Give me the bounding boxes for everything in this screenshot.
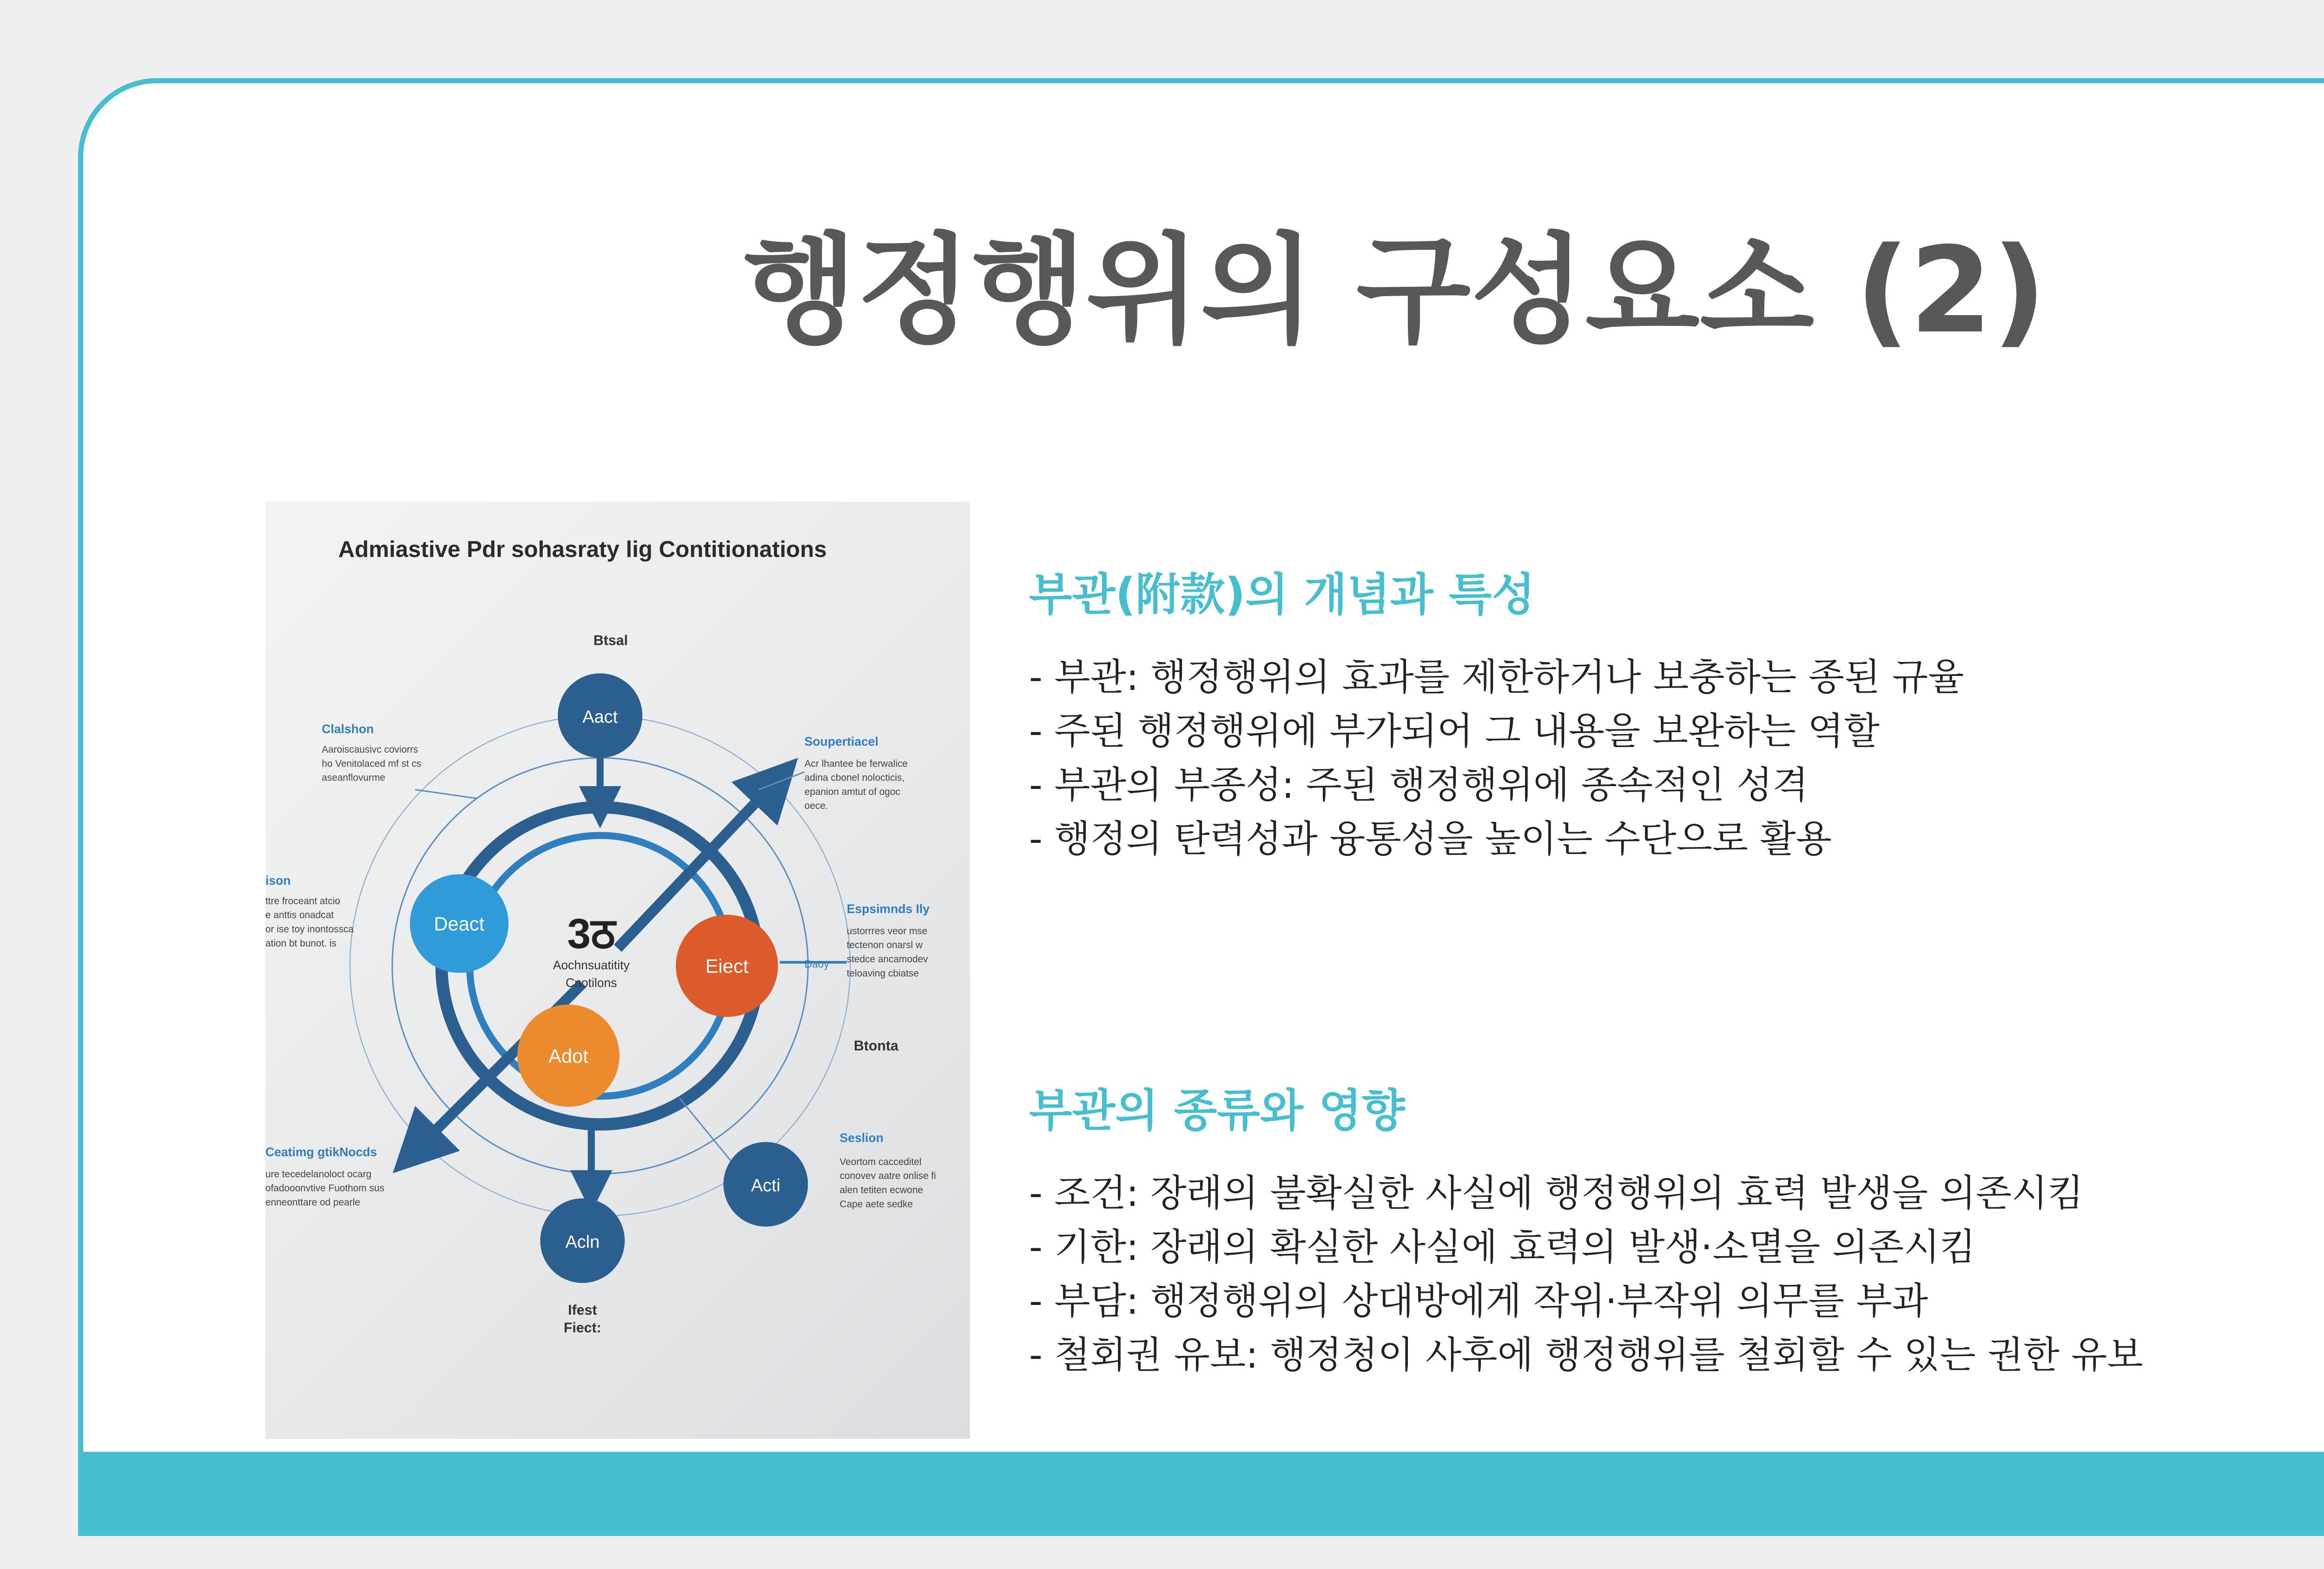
svg-text:alen tetiten ecwone: alen tetiten ecwone — [839, 1185, 924, 1196]
bullet-item: - 조건: 장래의 불확실한 사실에 행정행위의 효력 발생을 의존시킴 — [1029, 1172, 2084, 1215]
illustration-top-label: Btsal — [593, 633, 628, 649]
svg-text:Aact: Aact — [582, 707, 618, 727]
svg-text:stedce ancamodev: stedce ancamodev — [846, 953, 928, 965]
svg-text:Cape aete sedke: Cape aete sedke — [839, 1198, 913, 1210]
callout-lower-right — [840, 1131, 936, 1210]
svg-text:3ठ: 3ठ — [567, 910, 615, 958]
svg-text:aseanflovurme: aseanflovurme — [322, 772, 385, 783]
svg-text:conovev aatre onlise fi: conovev aatre onlise fi — [839, 1171, 936, 1182]
svg-text:Aaroiscausivc coviorrs: Aaroiscausivc coviorrs — [322, 744, 418, 755]
svg-text:Adot: Adot — [548, 1045, 588, 1067]
svg-text:ure tecedelanoloct ocarg: ure tecedelanoloct ocarg — [265, 1169, 372, 1180]
svg-text:tectenon onarsl w: tectenon onarsl w — [846, 940, 923, 951]
svg-text:Veortom cacceditel: Veortom cacceditel — [839, 1156, 922, 1167]
slide-title: 행정행위의 구성요소 (2) — [742, 222, 2047, 360]
bullet-item: - 행정의 탄력성과 융통성을 높이는 수단으로 활용 — [1029, 817, 1832, 861]
svg-text:Ceatimg gtikNocds: Ceatimg gtikNocds — [265, 1145, 377, 1159]
slide-card — [78, 78, 2324, 1536]
svg-text:ttre froceant atcio: ttre froceant atcio — [265, 895, 340, 907]
illustration-title: Admiastive Pdr sohasraty lig Contitionations — [338, 536, 827, 563]
svg-text:Aochnsuatitity: Aochnsuatitity — [553, 958, 630, 973]
svg-text:ison: ison — [265, 874, 291, 888]
svg-text:Espsimnds Ily: Espsimnds Ily — [846, 901, 930, 916]
callout-lower-left — [265, 1145, 384, 1208]
svg-text:teloaving cbiatse: teloaving cbiatse — [846, 968, 919, 979]
bullet-item: - 부관: 행정행위의 효과를 제한하거나 보충하는 종된 규율 — [1029, 655, 1964, 699]
svg-text:ho Venitolaced mf st cs: ho Venitolaced mf st cs — [322, 758, 422, 769]
node-left — [410, 874, 508, 973]
illustration-right-label: Btonta — [853, 1038, 898, 1054]
svg-text:epanion amtut of ogoc: epanion amtut of ogoc — [804, 786, 900, 797]
svg-text:or ise toy inontossca: or ise toy inontossca — [265, 924, 354, 935]
connector-arrows — [415, 755, 847, 1195]
bullet-list — [1029, 650, 1964, 866]
callout-mid-left — [265, 874, 354, 949]
section-concept — [1029, 567, 1964, 866]
section-heading: 부관(附款)의 개념과 특성 — [1029, 569, 1535, 621]
bullet-item: - 주된 행정행위에 부가되어 그 내용을 보완하는 역할 — [1029, 709, 1880, 753]
svg-text:Acti: Acti — [751, 1176, 780, 1196]
svg-text:Eiect: Eiect — [705, 955, 749, 977]
illustration-bottom-label-2: Fiect: — [563, 1320, 601, 1336]
svg-text:Acln: Acln — [565, 1232, 600, 1252]
illustration-bottom-label-1: Ifest — [568, 1302, 597, 1318]
svg-text:oece.: oece. — [804, 801, 828, 812]
section-heading: 부관의 종류와 영향 — [1029, 1085, 1405, 1137]
node-top — [558, 673, 642, 758]
callout-mid-right — [847, 902, 930, 979]
svg-text:adina cbonel nolocticis,: adina cbonel nolocticis, — [804, 772, 905, 783]
svg-text:Cnotilons: Cnotilons — [565, 976, 617, 990]
svg-text:Deact: Deact — [434, 913, 485, 935]
node-bottom — [540, 1198, 625, 1283]
node-bottom-inner — [517, 1005, 620, 1107]
illustration-image — [265, 502, 970, 1439]
callout-upper-right — [805, 735, 908, 811]
svg-text:ustorrres veor mse: ustorrres veor mse — [846, 926, 928, 937]
svg-text:enneonttare od pearle: enneonttare od pearle — [265, 1197, 360, 1208]
bullet-item: - 부관의 부종성: 주된 행정행위에 종속적인 성격 — [1029, 763, 1809, 807]
svg-text:e anttis onadcat: e anttis onadcat — [265, 910, 334, 921]
bullet-item: - 기한: 장래의 확실한 사실에 효력의 발생·소멸을 의존시킴 — [1029, 1225, 1976, 1269]
section-types — [1029, 1083, 2143, 1382]
callout-upper-left — [322, 722, 421, 783]
svg-text:Acr lhantee be ferwalice: Acr lhantee be ferwalice — [804, 758, 908, 769]
node-bottom-right — [723, 1142, 808, 1227]
node-right — [676, 915, 778, 1017]
bullet-list — [1029, 1166, 2143, 1382]
center-label — [553, 911, 630, 990]
bullet-item: - 철회권 유보: 행정청이 사후에 행정행위를 철회할 수 있는 권한 유보 — [1029, 1333, 2143, 1377]
bullet-item: - 부담: 행정행위의 상대방에게 작위·부작위 의무를 부과 — [1029, 1279, 1928, 1323]
svg-text:ofadooonvtive Fuothom sus: ofadooonvtive Fuothom sus — [265, 1183, 384, 1194]
svg-text:Seslion: Seslion — [839, 1131, 884, 1145]
svg-text:Soupertiacel: Soupertiacel — [804, 734, 878, 748]
svg-text:ation bt bunot. is: ation bt bunot. is — [265, 938, 337, 949]
svg-text:Clalshon: Clalshon — [322, 722, 374, 736]
illustration-link-label: Daoy — [804, 958, 829, 970]
footer-bar — [83, 1452, 2324, 1531]
